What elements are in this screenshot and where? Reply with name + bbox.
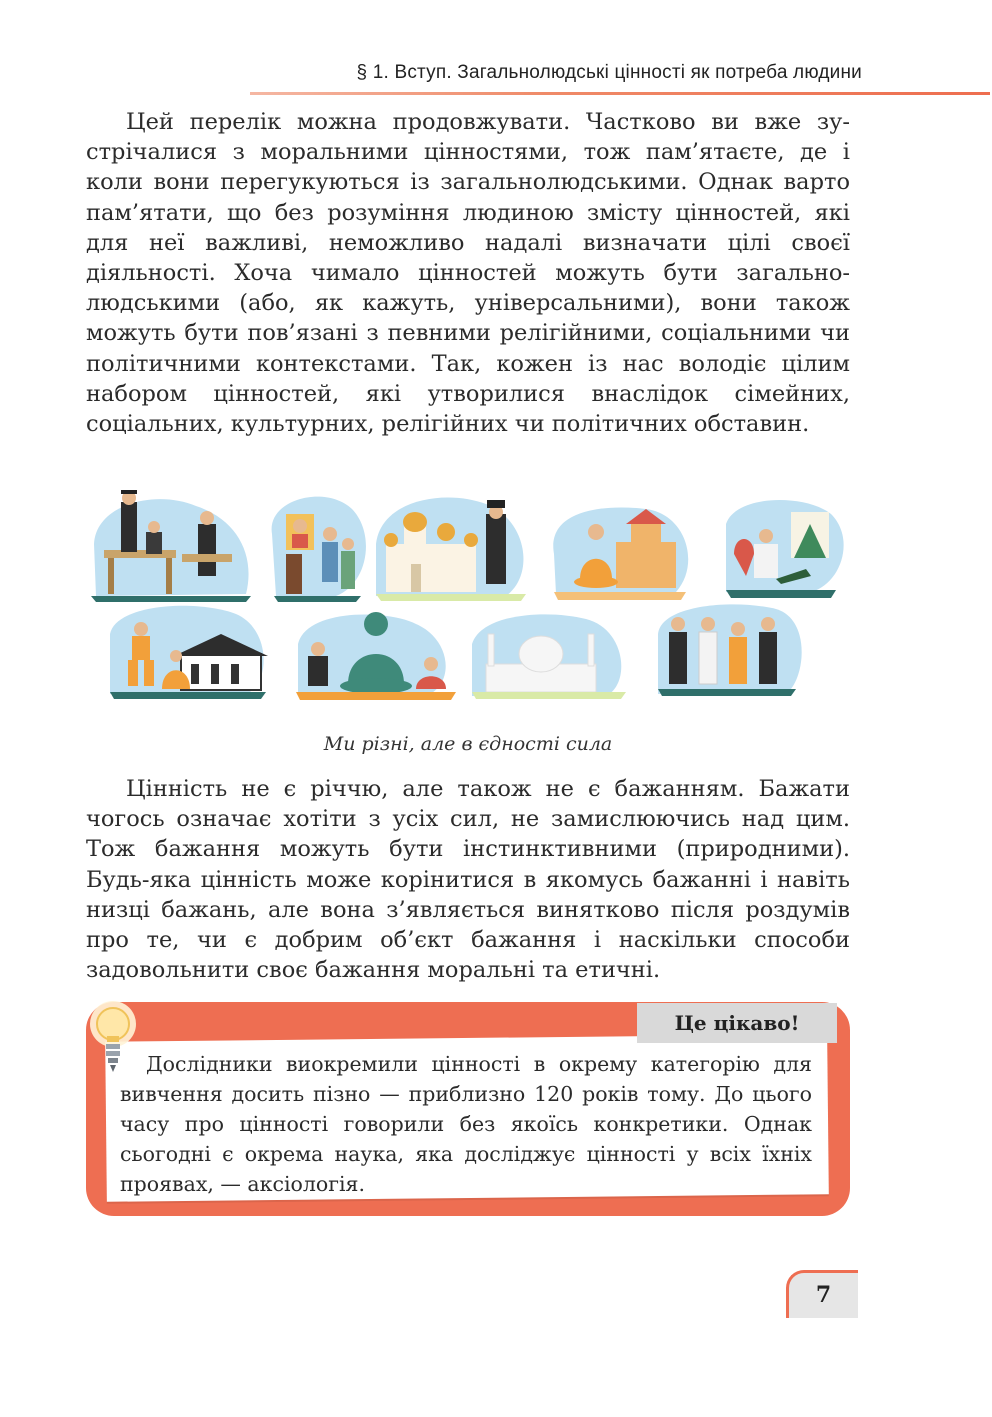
- page-header-title: § 1. Вступ. Загальнолюдські цінності як потреба людини: [356, 62, 862, 83]
- buddhist-monk-temple-scene: [553, 507, 688, 600]
- mosque-scene: [472, 614, 626, 699]
- christian-icon-scene: [272, 497, 366, 602]
- header-divider: [250, 92, 990, 95]
- meditation-buddha-scene: [296, 612, 456, 700]
- orthodox-church-scene: [376, 497, 526, 601]
- judaism-scene: [91, 490, 251, 602]
- light-bulb-icon: [86, 996, 140, 1082]
- fact-box-text: Дослідники виокремили цінності в окрему категорію для вивчення досить пізно — приблизно 120 років тому. До цього часу про цінності говорили без якоїсь конкретики. Однак сьогодні є окрема наука, яка досліджує цінності у всіх їхніх проявах, — аксіологія.: [120, 1052, 812, 1196]
- body-paragraph-1: Цей перелік можна продовжувати. Частково ви вже зустрічалися з моральними цінностями, тож пам’ятаєте, де і коли вони перегукуються із загальнолюдськими. Однак варто пам’ятати, що без розуміння людиною змісту цінностей, які для неї важливі, неможливо надалі визначати цілі своєї діяльності. Хоча чимало цінностей можуть бути загальнолюдськими (або, як кажуть, універсальними), вони також можуть бути пов’язані з певними релігійними, соціальними чи політичними контекстами. Так, кожен із нас володіє цілим набором цінностей, які утворилися внаслідок сімейних, соціальних, культурних, релігійних чи політичних обставин.: [86, 109, 850, 438]
- interfaith-group-scene: [658, 604, 802, 696]
- page-number: 7: [786, 1270, 858, 1318]
- body-paragraph-2: Цінність не є річчю, але також не є бажанням. Бажати чогось означає хотіти з усіх сил, не замислюючись над цим. Тож бажання можуть бути інстинктивними (природними). Будь-яка цінність може корінитися в якомусь бажанні і навіть низці бажань, але вона з’являється винятково після роздумів про те, чи є добрим об’єкт бажання і наскільки способи задовольнити своє бажання моральні та етичні.: [86, 776, 850, 984]
- fact-box-label: Це цікаво!: [637, 1003, 837, 1043]
- religions-illustration: [86, 484, 850, 714]
- figure-caption: Ми різні, але в єдності сила: [323, 733, 613, 755]
- muslim-prayer-scene: [726, 500, 844, 598]
- martial-arts-pagoda-scene: [110, 606, 268, 699]
